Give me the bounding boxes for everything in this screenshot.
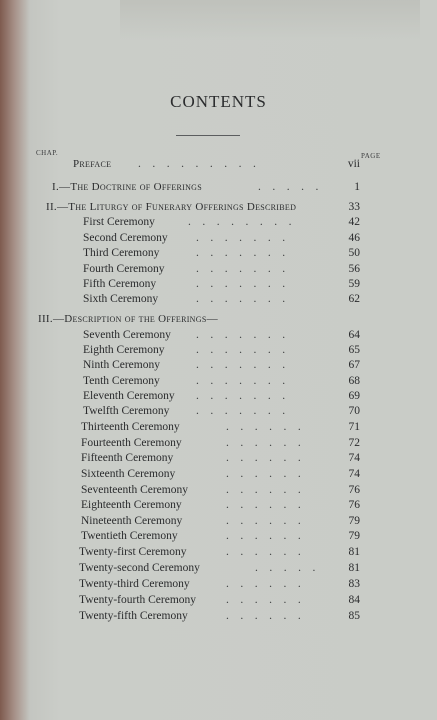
toc-entry-page: 79 [348,515,360,527]
toc-entry [0,343,437,358]
toc-entry-page: vii [347,158,360,170]
leader-dots: . . . . . . [226,610,301,622]
leader-dots: . . . . . . [226,530,301,542]
leader-dots: . . . . . . [226,578,301,590]
toc-entry [0,312,437,327]
toc-entry-title: Twenty-first Ceremony [79,546,187,558]
leader-dots: . . . . . . . [196,232,286,244]
leader-dots: . . . . . . . . [188,216,292,228]
toc-entry-title: Eleventh Ceremony [83,390,175,402]
toc-entry [0,593,437,608]
toc-entry-title: Twelfth Ceremony [83,405,170,417]
toc-entry [0,200,437,215]
toc-entry-title: Twenty-second Ceremony [79,562,200,574]
toc-entry-title: Fourth Ceremony [83,263,165,275]
toc-entry-page: 65 [348,344,360,356]
toc-entry-page: 72 [348,437,360,449]
toc-entry [0,545,437,560]
leader-dots: . . . . . . [226,452,301,464]
toc-entry-page: 84 [348,594,360,606]
toc-entry-page: 68 [348,375,360,387]
toc-entry-title: II.—The Liturgy of Funerary Offerings Described [46,201,297,213]
toc-entry [0,404,437,419]
toc-entry-page: 69 [348,390,360,402]
toc-entry-title: III.—Description of the Offerings— [38,313,218,325]
toc-entry [0,262,437,277]
toc-entry-page: 83 [348,578,360,590]
toc-entry-title: Twentieth Ceremony [81,530,178,542]
toc-entry-title: First Ceremony [83,216,155,228]
toc-entry-title: Eighteenth Ceremony [81,499,182,511]
toc-entry-page: 67 [348,359,360,371]
toc-entry-title: Twenty-fourth Ceremony [79,594,197,606]
toc-entry [0,215,437,230]
leader-dots: . . . . . [258,181,319,193]
leader-dots: . . . . . [255,562,316,574]
leader-dots: . . . . . . . . . [138,158,256,170]
toc-entry-title: Fifteenth Ceremony [81,452,174,464]
leader-dots: . . . . . . [226,546,301,558]
leader-dots: . . . . . . . [196,293,286,305]
toc-entry [0,374,437,389]
toc-entry-page: 64 [348,329,360,341]
toc-entry-page: 79 [348,530,360,542]
toc-entry-page: 74 [348,468,360,480]
toc-entry [0,467,437,482]
toc-entry [0,277,437,292]
toc-entry-title: Sixth Ceremony [83,293,159,305]
toc-entry [0,292,437,307]
leader-dots: . . . . . . . [196,278,286,290]
toc-entry-title: Sixteenth Ceremony [81,468,176,480]
toc-entry-page: 1 [354,181,360,193]
show-through-text-shadow [120,0,420,40]
toc-entry-page: 71 [348,421,360,433]
leader-dots: . . . . . . . [196,375,286,387]
toc-entry [0,358,437,373]
toc-entry-page: 81 [348,546,360,558]
toc-entry [0,436,437,451]
heading-rule [176,135,240,136]
toc-entry-page: 81 [348,562,360,574]
toc-entry-title: Second Ceremony [83,232,168,244]
toc-entry [0,498,437,513]
toc-entry-title: Nineteenth Ceremony [81,515,183,527]
toc-entry-title: Fifth Ceremony [83,278,157,290]
toc-entry [0,483,437,498]
toc-entry-page: 59 [348,278,360,290]
toc-entry-title: I.—The Doctrine of Offerings [52,181,203,193]
toc-entry-page: 76 [348,499,360,511]
toc-entry-title: Fourteenth Ceremony [81,437,182,449]
toc-entry-title: Third Ceremony [83,247,160,259]
toc-entry-title: Twenty-third Ceremony [79,578,190,590]
leader-dots: . . . . . . . [196,263,286,275]
toc-entry [0,231,437,246]
toc-entry [0,529,437,544]
toc-entry [0,577,437,592]
toc-entry-page: 62 [348,293,360,305]
toc-entry [0,246,437,261]
toc-entry [0,157,437,172]
toc-entry [0,180,437,195]
leader-dots: . . . . . . . [196,329,286,341]
leader-dots: . . . . . . [226,484,301,496]
toc-entry-title: Eighth Ceremony [83,344,165,356]
leader-dots: . . . . . . . [196,247,286,259]
toc-entry-page: 33 [348,201,360,213]
toc-entry-title: Preface [73,158,112,170]
toc-entry-title: Thirteenth Ceremony [81,421,180,433]
toc-entry-page: 46 [348,232,360,244]
toc-entry-page: 74 [348,452,360,464]
toc-entry-title: Twenty-fifth Ceremony [79,610,188,622]
toc-entry-title: Ninth Ceremony [83,359,160,371]
leader-dots: . . . . . . [226,421,301,433]
leader-dots: . . . . . . [226,437,301,449]
toc-entry [0,514,437,529]
leader-dots: . . . . . . [226,594,301,606]
leader-dots: . . . . . . [226,499,301,511]
toc-entry-page: 76 [348,484,360,496]
chap-column-label: CHAP. [36,149,59,157]
toc-entry-title: Seventeenth Ceremony [81,484,188,496]
toc-entry [0,609,437,624]
toc-entry [0,561,437,576]
toc-entry [0,328,437,343]
leader-dots: . . . . . . . [196,405,286,417]
leader-dots: . . . . . . [226,515,301,527]
leader-dots: . . . . . . [226,468,301,480]
toc-entry [0,389,437,404]
leader-dots: . . . . . . . [196,359,286,371]
toc-entry [0,420,437,435]
leader-dots: . . . . . . . [196,390,286,402]
toc-entry-page: 70 [348,405,360,417]
toc-entry-title: Seventh Ceremony [83,329,171,341]
toc-entry-page: 56 [348,263,360,275]
toc-entry-page: 50 [348,247,360,259]
leader-dots: . . . . . . . [196,344,286,356]
toc-entry-page: 85 [348,610,360,622]
toc-entry [0,451,437,466]
contents-heading: CONTENTS [170,92,267,111]
toc-entry-title: Tenth Ceremony [83,375,160,387]
toc-entry-page: 42 [348,216,360,228]
page-column-label: PAGE [361,152,381,160]
